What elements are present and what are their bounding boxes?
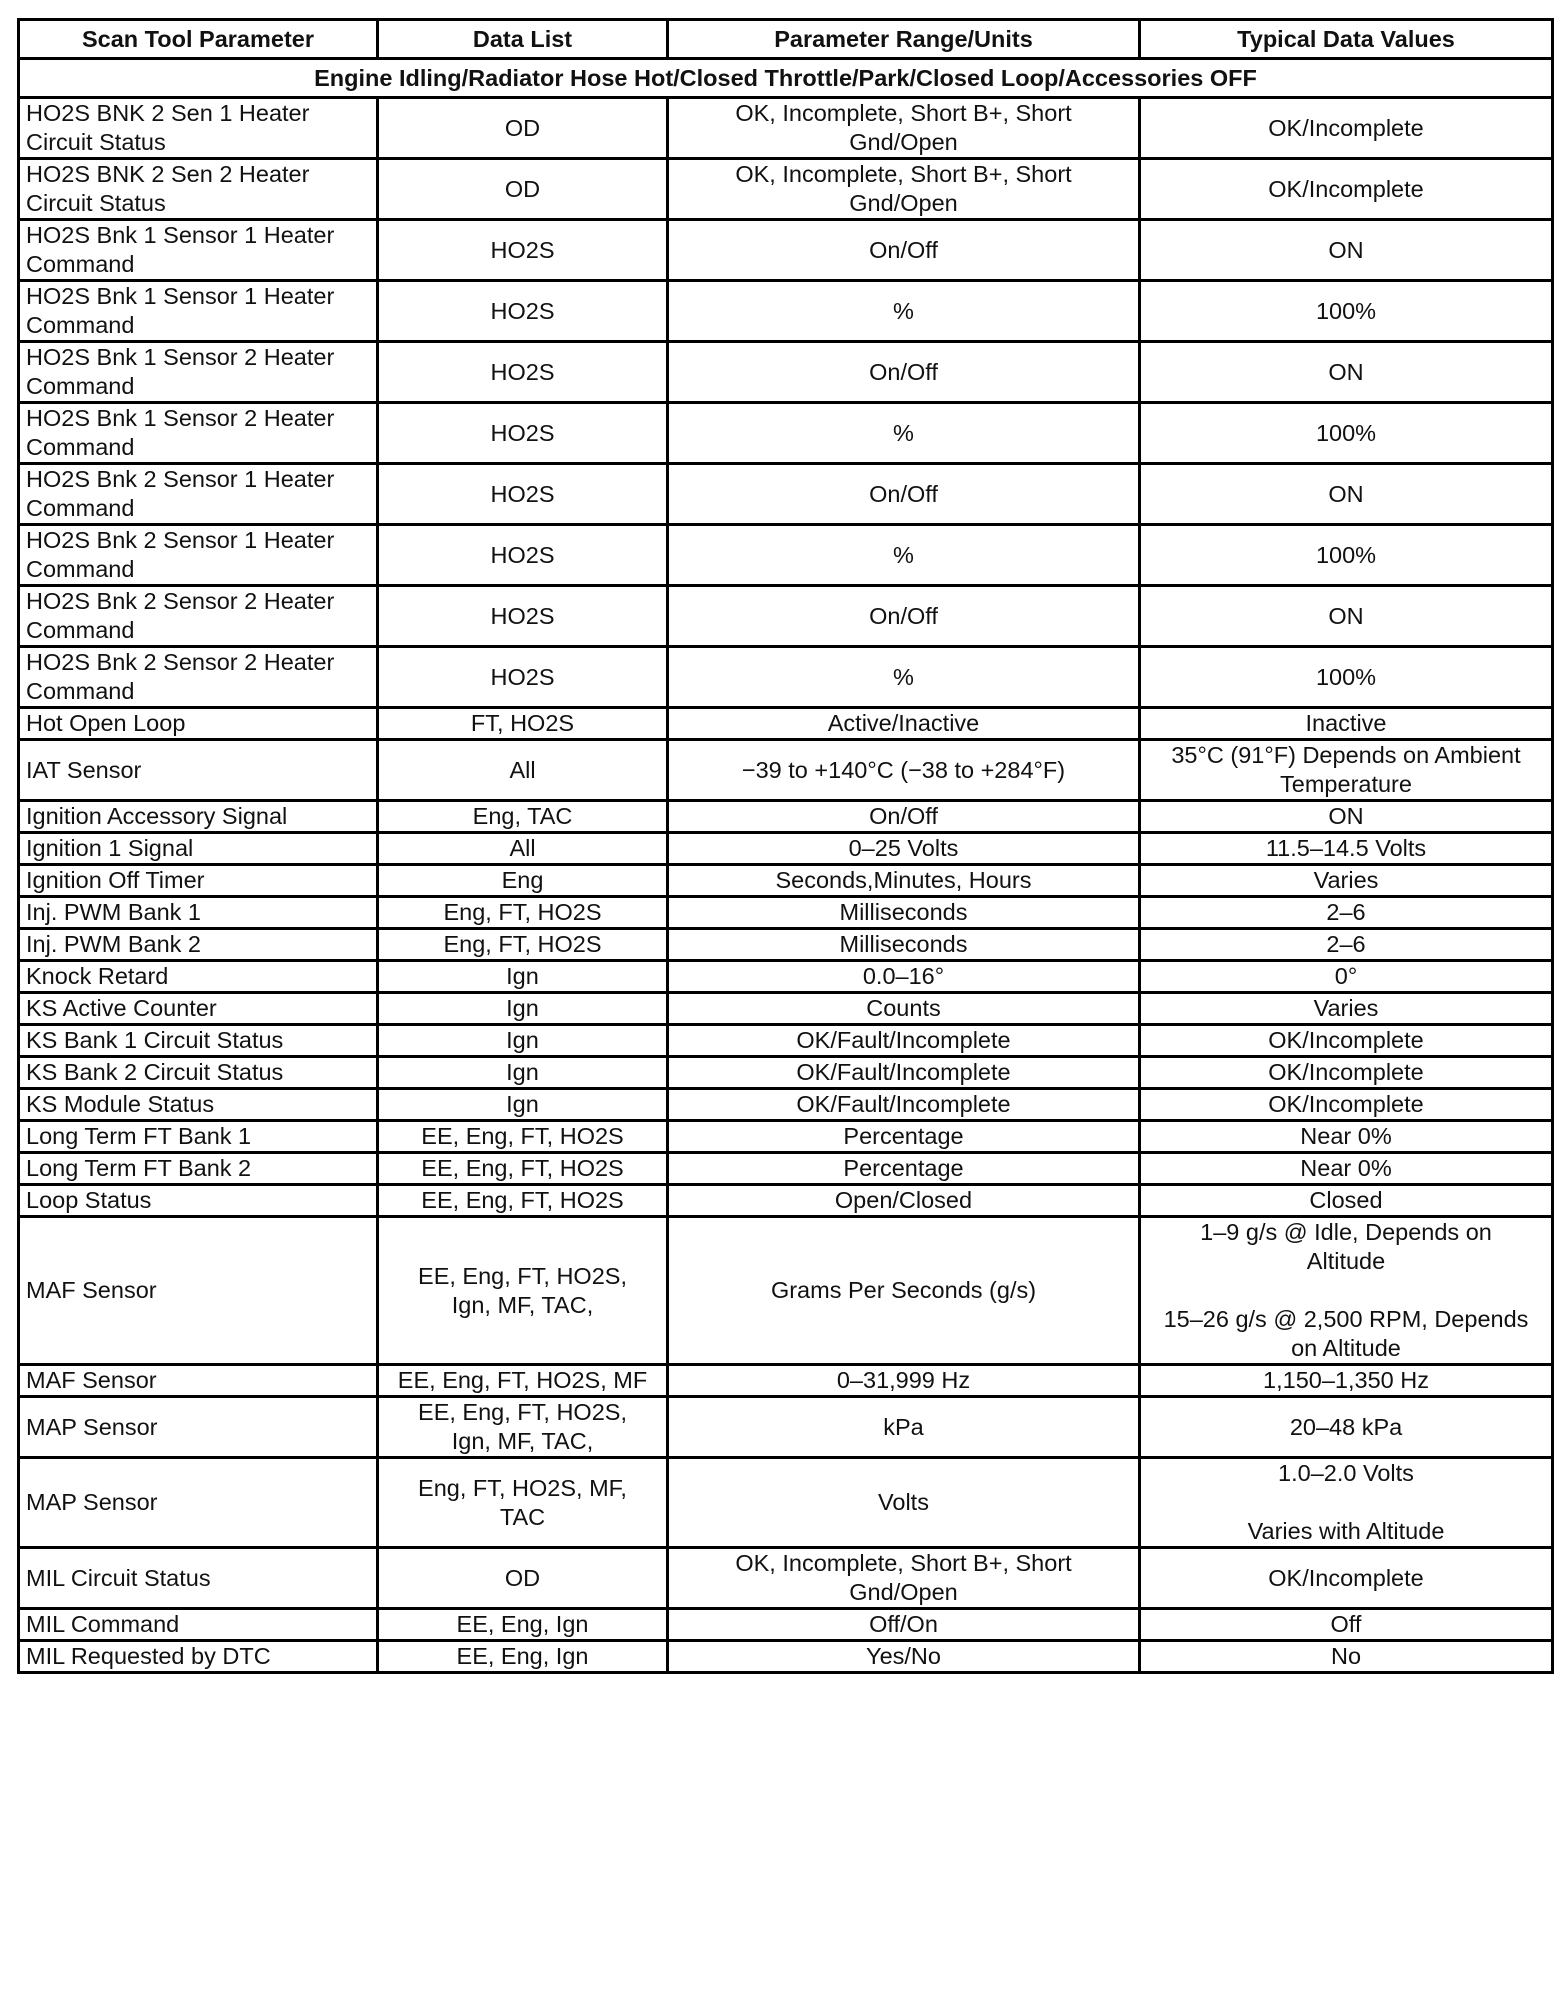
cell-typical-value-text: Varies (1313, 995, 1379, 1021)
cell-parameter-range-text: OK/Fault/Incomplete (796, 1091, 1011, 1117)
cell-scan-tool-parameter-text: KS Bank 1 Circuit Status (26, 1027, 284, 1053)
cell-data-list (378, 342, 668, 403)
cell-parameter-range (668, 1548, 1140, 1609)
cell-parameter-range-text: OK, Incomplete, Short B+, Short Gnd/Open (735, 161, 1072, 216)
cell-data-list-text: OD (504, 1564, 541, 1591)
cell-parameter-range (668, 403, 1140, 464)
cell-parameter-range (668, 1365, 1140, 1397)
cell-scan-tool-parameter-text: Inj. PWM Bank 2 (26, 931, 201, 957)
table-row (19, 403, 1553, 464)
cell-parameter-range (668, 833, 1140, 865)
cell-typical-value (1140, 98, 1553, 159)
table-row (19, 1057, 1553, 1089)
table-row (19, 961, 1553, 993)
cell-typical-value-text: Varies (1313, 867, 1379, 893)
table-row (19, 1641, 1553, 1673)
cell-scan-tool-parameter-text: Knock Retard (26, 963, 169, 989)
cell-data-list (378, 281, 668, 342)
cell-typical-value (1140, 801, 1553, 833)
table-row (19, 1089, 1553, 1121)
cell-typical-value (1140, 1641, 1553, 1673)
cell-parameter-range (668, 865, 1140, 897)
cell-typical-value-text: Inactive (1305, 710, 1387, 736)
table-row (19, 1121, 1553, 1153)
cell-typical-value (1140, 897, 1553, 929)
cell-scan-tool-parameter-text: HO2S BNK 2 Sen 2 Heater Circuit Status (26, 161, 310, 216)
cell-data-list-text: EE, Eng, Ign (456, 1643, 589, 1669)
table-row (19, 586, 1553, 647)
cell-data-list (378, 647, 668, 708)
cell-scan-tool-parameter-text: HO2S Bnk 1 Sensor 1 Heater Command (26, 283, 335, 338)
cell-scan-tool-parameter-text: MAP Sensor (26, 1413, 158, 1440)
cell-scan-tool-parameter-text: MIL Circuit Status (26, 1564, 211, 1591)
cell-typical-value-text: 1–9 g/s @ Idle, Depends on Altitude 15–26 g/s @ 2,500 RPM, Depends on Altitude (1163, 1219, 1529, 1361)
cell-typical-value-text: 100% (1315, 663, 1377, 690)
cell-parameter-range (668, 897, 1140, 929)
cell-scan-tool-parameter-text: HO2S Bnk 2 Sensor 1 Heater Command (26, 527, 335, 582)
cell-data-list-text: Eng, FT, HO2S (443, 931, 602, 957)
cell-typical-value-text: OK/Incomplete (1268, 1091, 1424, 1117)
cell-parameter-range (668, 220, 1140, 281)
table-row (19, 1548, 1553, 1609)
table-row (19, 1458, 1553, 1548)
section-row (19, 59, 1553, 98)
cell-scan-tool-parameter (19, 220, 378, 281)
cell-typical-value (1140, 1609, 1553, 1641)
cell-parameter-range-text: Milliseconds (839, 931, 968, 957)
cell-parameter-range-text: OK, Incomplete, Short B+, Short Gnd/Open (735, 100, 1072, 155)
cell-scan-tool-parameter-text: Long Term FT Bank 1 (26, 1123, 252, 1149)
cell-scan-tool-parameter (19, 98, 378, 159)
scan-tool-data-table (17, 18, 1554, 1674)
cell-typical-value (1140, 1121, 1553, 1153)
cell-parameter-range-text: On/Off (869, 358, 938, 385)
cell-data-list-text: Ign (506, 963, 539, 989)
cell-data-list (378, 961, 668, 993)
cell-parameter-range (668, 98, 1140, 159)
cell-data-list-text: EE, Eng, FT, HO2S, MF (397, 1367, 648, 1393)
cell-data-list (378, 801, 668, 833)
cell-data-list (378, 929, 668, 961)
cell-parameter-range (668, 1185, 1140, 1217)
cell-typical-value-text: 2–6 (1326, 899, 1366, 925)
cell-typical-value-text: 20–48 kPa (1289, 1413, 1403, 1440)
table-row (19, 865, 1553, 897)
cell-typical-value (1140, 647, 1553, 708)
cell-data-list (378, 897, 668, 929)
cell-data-list (378, 586, 668, 647)
table-row (19, 1365, 1553, 1397)
cell-scan-tool-parameter (19, 833, 378, 865)
cell-parameter-range (668, 1025, 1140, 1057)
table-row (19, 281, 1553, 342)
cell-data-list-text: FT, HO2S (470, 710, 575, 736)
cell-parameter-range-text: Yes/No (866, 1643, 941, 1669)
cell-data-list (378, 865, 668, 897)
cell-typical-value (1140, 586, 1553, 647)
cell-typical-value (1140, 1397, 1553, 1458)
cell-scan-tool-parameter (19, 1641, 378, 1673)
cell-typical-value (1140, 1153, 1553, 1185)
cell-parameter-range (668, 281, 1140, 342)
cell-typical-value-text: 11.5–14.5 Volts (1265, 835, 1427, 861)
scan-tool-data-document (17, 18, 1551, 1674)
cell-parameter-range (668, 1089, 1140, 1121)
cell-parameter-range-text: Volts (878, 1489, 929, 1515)
cell-scan-tool-parameter (19, 159, 378, 220)
cell-typical-value (1140, 993, 1553, 1025)
cell-typical-value (1140, 1548, 1553, 1609)
cell-parameter-range (668, 525, 1140, 586)
cell-parameter-range (668, 1397, 1140, 1458)
cell-parameter-range-text: On/Off (869, 803, 938, 829)
table-row (19, 1025, 1553, 1057)
cell-scan-tool-parameter-text: Hot Open Loop (26, 710, 186, 736)
table-row (19, 801, 1553, 833)
table-row (19, 1153, 1553, 1185)
cell-data-list (378, 1365, 668, 1397)
cell-scan-tool-parameter (19, 1397, 378, 1458)
table-row (19, 525, 1553, 586)
cell-data-list (378, 525, 668, 586)
cell-scan-tool-parameter-text: Ignition Accessory Signal (26, 803, 288, 829)
table-row (19, 1609, 1553, 1641)
cell-data-list-text: Ign (506, 1059, 539, 1085)
cell-parameter-range-text: On/Off (869, 236, 938, 263)
cell-data-list-text: HO2S (490, 297, 555, 324)
table-row (19, 647, 1553, 708)
cell-parameter-range (668, 1641, 1140, 1673)
cell-data-list-text: Ign (506, 995, 539, 1021)
cell-parameter-range (668, 961, 1140, 993)
table-row (19, 98, 1553, 159)
cell-typical-value-text: 100% (1315, 419, 1377, 446)
cell-typical-value-text: 0° (1334, 963, 1358, 989)
cell-scan-tool-parameter-text: MIL Command (26, 1611, 180, 1637)
cell-typical-value (1140, 1057, 1553, 1089)
cell-parameter-range-text: OK/Fault/Incomplete (796, 1059, 1011, 1085)
cell-data-list (378, 708, 668, 740)
cell-scan-tool-parameter-text: Ignition Off Timer (26, 867, 205, 893)
cell-typical-value (1140, 403, 1553, 464)
cell-data-list-text: HO2S (490, 602, 555, 629)
cell-parameter-range-text: 0.0–16° (862, 963, 945, 989)
cell-scan-tool-parameter-text: HO2S Bnk 2 Sensor 1 Heater Command (26, 466, 335, 521)
cell-scan-tool-parameter-text: HO2S BNK 2 Sen 1 Heater Circuit Status (26, 100, 310, 155)
cell-scan-tool-parameter (19, 1121, 378, 1153)
cell-data-list (378, 993, 668, 1025)
cell-scan-tool-parameter-text: Ignition 1 Signal (26, 835, 194, 861)
cell-scan-tool-parameter (19, 586, 378, 647)
cell-typical-value-text: 35°C (91°F) Depends on Ambient Temperature (1171, 742, 1521, 797)
cell-scan-tool-parameter (19, 993, 378, 1025)
cell-scan-tool-parameter-text: MAF Sensor (26, 1367, 157, 1393)
cell-scan-tool-parameter (19, 1609, 378, 1641)
cell-typical-value (1140, 281, 1553, 342)
cell-parameter-range (668, 1609, 1140, 1641)
cell-typical-value-text: OK/Incomplete (1268, 114, 1424, 141)
cell-parameter-range-text: % (893, 297, 914, 324)
cell-data-list (378, 740, 668, 801)
cell-typical-value-text: OK/Incomplete (1268, 1059, 1424, 1085)
cell-parameter-range (668, 801, 1140, 833)
table-row (19, 993, 1553, 1025)
cell-typical-value (1140, 1365, 1553, 1397)
table-row (19, 342, 1553, 403)
table-row (19, 220, 1553, 281)
cell-parameter-range-text: Open/Closed (834, 1187, 973, 1213)
cell-typical-value-text: Closed (1309, 1187, 1383, 1213)
cell-typical-value (1140, 1217, 1553, 1365)
cell-data-list (378, 464, 668, 525)
cell-data-list-text: OD (504, 175, 541, 202)
cell-scan-tool-parameter-text: Loop Status (26, 1187, 152, 1213)
cell-scan-tool-parameter (19, 1153, 378, 1185)
table-row (19, 708, 1553, 740)
cell-data-list (378, 1025, 668, 1057)
table-row (19, 464, 1553, 525)
cell-scan-tool-parameter-text: MIL Requested by DTC (26, 1643, 271, 1669)
cell-data-list-text: Eng, TAC (472, 803, 573, 829)
cell-typical-value-text: ON (1328, 803, 1364, 829)
cell-data-list (378, 220, 668, 281)
header-parameter-range-units: Parameter Range/Units (668, 20, 1140, 59)
cell-data-list (378, 833, 668, 865)
table-row (19, 897, 1553, 929)
table-row (19, 1217, 1553, 1365)
cell-parameter-range-text: Milliseconds (839, 899, 968, 925)
cell-typical-value-text: ON (1328, 358, 1364, 385)
cell-scan-tool-parameter (19, 961, 378, 993)
cell-scan-tool-parameter-text: HO2S Bnk 1 Sensor 2 Heater Command (26, 344, 335, 399)
cell-typical-value-text: 100% (1315, 297, 1377, 324)
cell-data-list (378, 1057, 668, 1089)
cell-typical-value-text: No (1330, 1643, 1362, 1669)
cell-typical-value (1140, 740, 1553, 801)
cell-parameter-range-text: On/Off (869, 480, 938, 507)
cell-data-list-text: HO2S (490, 480, 555, 507)
cell-scan-tool-parameter-text: HO2S Bnk 2 Sensor 2 Heater Command (26, 588, 335, 643)
cell-typical-value-text: OK/Incomplete (1268, 1564, 1424, 1591)
cell-data-list-text: Eng, FT, HO2S, MF, TAC (418, 1474, 627, 1530)
cell-data-list-text: Eng (501, 867, 544, 893)
cell-parameter-range (668, 1153, 1140, 1185)
cell-scan-tool-parameter (19, 708, 378, 740)
cell-scan-tool-parameter (19, 1217, 378, 1365)
cell-data-list (378, 1217, 668, 1365)
cell-scan-tool-parameter-text: HO2S Bnk 1 Sensor 2 Heater Command (26, 405, 335, 460)
section-title: Engine Idling/Radiator Hose Hot/Closed Throttle/Park/Closed Loop/Accessories OFF (19, 59, 1553, 98)
cell-data-list-text: Eng, FT, HO2S (443, 899, 602, 925)
cell-scan-tool-parameter (19, 525, 378, 586)
cell-parameter-range-text: OK, Incomplete, Short B+, Short Gnd/Open (735, 1550, 1072, 1605)
cell-parameter-range (668, 159, 1140, 220)
cell-data-list-text: EE, Eng, FT, HO2S (421, 1123, 624, 1149)
cell-typical-value-text: 1,150–1,350 Hz (1263, 1367, 1429, 1393)
header-scan-tool-parameter: Scan Tool Parameter (19, 20, 378, 59)
cell-scan-tool-parameter-text: Long Term FT Bank 2 (26, 1155, 252, 1181)
cell-typical-value (1140, 929, 1553, 961)
cell-scan-tool-parameter (19, 740, 378, 801)
cell-data-list-text: HO2S (490, 541, 555, 568)
cell-typical-value (1140, 1025, 1553, 1057)
cell-scan-tool-parameter (19, 647, 378, 708)
cell-parameter-range (668, 342, 1140, 403)
cell-data-list (378, 1185, 668, 1217)
table-row (19, 740, 1553, 801)
cell-data-list-text: EE, Eng, FT, HO2S (421, 1187, 624, 1213)
cell-data-list (378, 98, 668, 159)
cell-scan-tool-parameter (19, 1025, 378, 1057)
cell-data-list-text: HO2S (490, 358, 555, 385)
cell-typical-value-text: ON (1328, 480, 1364, 507)
cell-scan-tool-parameter (19, 1057, 378, 1089)
cell-scan-tool-parameter-text: KS Module Status (26, 1091, 215, 1117)
cell-scan-tool-parameter (19, 281, 378, 342)
cell-typical-value-text: Off (1330, 1611, 1362, 1637)
header-typical-data-values: Typical Data Values (1140, 20, 1553, 59)
cell-data-list (378, 1153, 668, 1185)
cell-scan-tool-parameter (19, 342, 378, 403)
cell-data-list-text: Ign (506, 1027, 539, 1053)
cell-parameter-range (668, 464, 1140, 525)
cell-scan-tool-parameter-text: MAP Sensor (26, 1489, 158, 1515)
cell-data-list (378, 159, 668, 220)
cell-data-list (378, 403, 668, 464)
cell-data-list (378, 1397, 668, 1458)
cell-parameter-range (668, 929, 1140, 961)
cell-typical-value-text: 1.0–2.0 Volts Varies with Altitude (1247, 1460, 1445, 1544)
cell-parameter-range (668, 1458, 1140, 1548)
cell-typical-value (1140, 220, 1553, 281)
cell-parameter-range (668, 708, 1140, 740)
table-row (19, 159, 1553, 220)
cell-typical-value (1140, 464, 1553, 525)
cell-parameter-range (668, 1217, 1140, 1365)
cell-typical-value-text: OK/Incomplete (1268, 1027, 1424, 1053)
cell-scan-tool-parameter (19, 1548, 378, 1609)
cell-scan-tool-parameter-text: HO2S Bnk 2 Sensor 2 Heater Command (26, 649, 335, 704)
cell-scan-tool-parameter-text: HO2S Bnk 1 Sensor 1 Heater Command (26, 222, 335, 277)
cell-data-list-text: EE, Eng, FT, HO2S, Ign, MF, TAC, (418, 1262, 627, 1318)
cell-parameter-range (668, 647, 1140, 708)
cell-typical-value-text: OK/Incomplete (1268, 175, 1424, 202)
cell-typical-value (1140, 525, 1553, 586)
cell-data-list-text: HO2S (490, 419, 555, 446)
cell-parameter-range-text: −39 to +140°C (−38 to +284°F) (741, 756, 1066, 783)
cell-typical-value (1140, 1089, 1553, 1121)
cell-parameter-range-text: % (893, 663, 914, 690)
cell-scan-tool-parameter (19, 1365, 378, 1397)
cell-parameter-range-text: 0–31,999 Hz (836, 1367, 971, 1393)
cell-data-list (378, 1458, 668, 1548)
cell-typical-value (1140, 833, 1553, 865)
cell-scan-tool-parameter (19, 1185, 378, 1217)
cell-parameter-range-text: Off/On (869, 1611, 938, 1637)
header-data-list: Data List (378, 20, 668, 59)
cell-parameter-range-text: On/Off (869, 602, 938, 629)
cell-typical-value (1140, 159, 1553, 220)
table-row (19, 929, 1553, 961)
cell-typical-value (1140, 865, 1553, 897)
cell-data-list (378, 1609, 668, 1641)
cell-scan-tool-parameter-text: Inj. PWM Bank 1 (26, 899, 201, 925)
cell-parameter-range-text: % (893, 541, 914, 568)
cell-scan-tool-parameter (19, 1458, 378, 1548)
cell-scan-tool-parameter (19, 403, 378, 464)
cell-parameter-range-text: Percentage (843, 1123, 964, 1149)
cell-data-list-text: EE, Eng, Ign (456, 1611, 589, 1637)
cell-scan-tool-parameter (19, 1089, 378, 1121)
cell-data-list (378, 1641, 668, 1673)
cell-data-list-text: OD (504, 114, 541, 141)
cell-parameter-range-text: Grams Per Seconds (g/s) (770, 1277, 1037, 1303)
cell-parameter-range-text: Seconds,Minutes, Hours (775, 867, 1032, 893)
cell-typical-value (1140, 1185, 1553, 1217)
cell-scan-tool-parameter (19, 464, 378, 525)
cell-typical-value (1140, 708, 1553, 740)
cell-parameter-range-text: % (893, 419, 914, 446)
cell-data-list-text: Ign (506, 1091, 539, 1117)
cell-typical-value-text: 2–6 (1326, 931, 1366, 957)
cell-scan-tool-parameter-text: IAT Sensor (26, 756, 142, 783)
table-row (19, 1397, 1553, 1458)
cell-parameter-range-text: 0–25 Volts (848, 835, 959, 861)
cell-data-list-text: HO2S (490, 663, 555, 690)
cell-scan-tool-parameter-text: KS Bank 2 Circuit Status (26, 1059, 284, 1085)
cell-typical-value (1140, 342, 1553, 403)
cell-parameter-range-text: OK/Fault/Incomplete (796, 1027, 1011, 1053)
cell-typical-value (1140, 961, 1553, 993)
cell-parameter-range-text: Percentage (843, 1155, 964, 1181)
cell-data-list (378, 1121, 668, 1153)
cell-parameter-range (668, 1121, 1140, 1153)
cell-data-list (378, 1548, 668, 1609)
cell-parameter-range (668, 586, 1140, 647)
cell-typical-value-text: Near 0% (1300, 1155, 1392, 1181)
cell-data-list (378, 1089, 668, 1121)
cell-scan-tool-parameter-text: MAF Sensor (26, 1277, 157, 1303)
cell-data-list-text: All (509, 835, 536, 861)
cell-scan-tool-parameter (19, 929, 378, 961)
cell-typical-value (1140, 1458, 1553, 1548)
cell-scan-tool-parameter (19, 801, 378, 833)
cell-data-list-text: EE, Eng, FT, HO2S, Ign, MF, TAC, (418, 1399, 627, 1454)
header-row (19, 20, 1553, 59)
table-row (19, 833, 1553, 865)
cell-scan-tool-parameter-text: KS Active Counter (26, 995, 217, 1021)
cell-data-list-text: All (509, 756, 536, 783)
cell-typical-value-text: ON (1328, 236, 1364, 263)
cell-scan-tool-parameter (19, 865, 378, 897)
cell-typical-value-text: ON (1328, 602, 1364, 629)
cell-data-list-text: HO2S (490, 236, 555, 263)
cell-parameter-range (668, 1057, 1140, 1089)
cell-parameter-range (668, 740, 1140, 801)
cell-parameter-range-text: Active/Inactive (827, 710, 980, 736)
cell-parameter-range-text: Counts (866, 995, 941, 1021)
cell-scan-tool-parameter (19, 897, 378, 929)
cell-typical-value-text: 100% (1315, 541, 1377, 568)
table-row (19, 1185, 1553, 1217)
cell-parameter-range-text: kPa (883, 1413, 924, 1440)
cell-parameter-range (668, 993, 1140, 1025)
cell-typical-value-text: Near 0% (1300, 1123, 1392, 1149)
cell-data-list-text: EE, Eng, FT, HO2S (421, 1155, 624, 1181)
